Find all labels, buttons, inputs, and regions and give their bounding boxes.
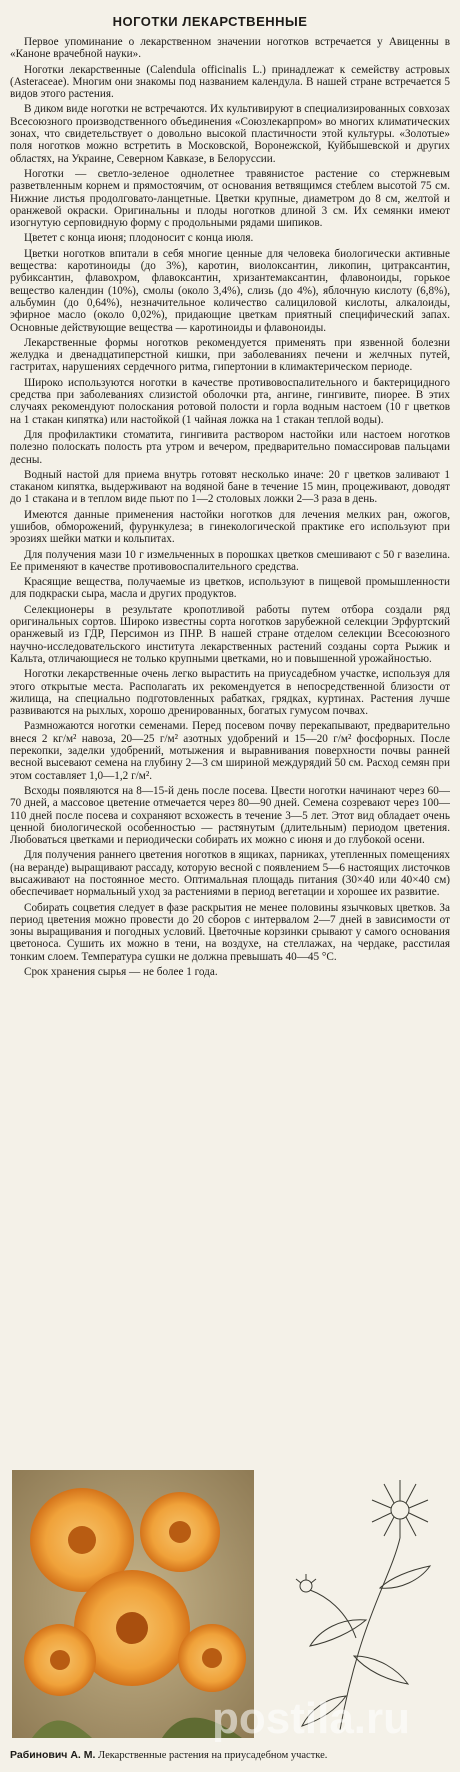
caption-author: Рабинович А. М. xyxy=(10,1749,96,1761)
paragraph: В диком виде ноготки не встречаются. Их культивируют в специализированных совхозах Всесоюзного производственного объединения «Союзлекарпром» во многих климатических зонах, что свидетельствует о довольно высокой пластичности этой культуры. «Золотые» поля ноготков можно встретить в Московской, Воронежской, Куйбышевской и других областях, на Украине, Северном Кавказе, в Белоруссии. xyxy=(10,103,450,165)
paragraph: Размножаются ноготки семенами. Перед посевом почву перекапывают, предварительно внеся 2 кг/м² навоза, 20—25 г/м² азотных удобрений и 15—20 г/м² фосфорных. После перекопки, заделки удобрений, мотыжения и выравнивания поверхности почвы ранней весной высевают семена на глубину 2—3 см шириной междурядий 50 см. Расход семян при этом составляет 1,0—1,2 г/м². xyxy=(10,720,450,782)
paragraph: Срок хранения сырья — не более 1 года. xyxy=(24,966,218,979)
paragraph: Для получения мази 10 г измельченных в порошках цветков смешивают с 50 г вазелина. Ее применяют в качестве противовоспалительного средства. xyxy=(10,548,450,573)
paragraph: Первое упоминание о лекарственном значении ноготков встречается у Авиценны в «Каноне врачебной науки». xyxy=(10,36,450,61)
paragraph: Ноготки лекарственные (Calendula officinalis L.) принадлежат к семейству астровых (Asteraceae). Многим они знакомы под названием календула. В нашей стране встречается 5 видов этого растения. xyxy=(10,63,450,101)
paragraph: Водный настой для приема внутрь готовят несколько иначе: 20 г цветков заливают 1 стаканом кипятка, выдерживают на водяной бане в течение 15 мин, процеживают, доводят до 1 стакана и в теплом виде пьют по 1—2 столовых ложки 2—3 раза в день. xyxy=(10,468,450,506)
paragraph: Для профилактики стоматита, гингивита раствором настойки или настоем ноготков полезно полоскать полость рта утром и вечером, предварительно помассировав пальцами десны. xyxy=(10,428,450,466)
paragraph: Ноготки лекарственные очень легко вырастить на приусадебном участке, используя для этого открытые места. Располагать их рекомендуется в непосредственной близости от жилища, на специально подготовленных рабатках, грядках, куртинах. Растения лучше развиваются на рыхлых, хорошо дренированных, богатых гумусом почвах. xyxy=(10,668,450,718)
watermark: postila.ru xyxy=(212,1694,411,1743)
article xyxy=(10,14,450,1474)
paragraph: Лекарственные формы ноготков рекомендуется применять при язвенной болезни желудка и двенадцатиперстной кишки, при заболеваниях печени и желчных путей, гастритах, нарушениях сердечного ритма, гипертонии в климактерическом периоде. xyxy=(10,336,450,374)
paragraph: Широко используются ноготки в качестве противовоспалительного и бактерицидного средства при заболеваниях слизистой оболочки рта, ангине, гингивите, пиорее. В этих случаях рекомендуют полоскания ротовой полости и горла водным настоем (10 г цветков на 1 стакан кипятка) или настойкой (1 чайная ложка на 1 стакан теплой воды). xyxy=(10,376,450,426)
paragraph: Всходы появляются на 8—15-й день после посева. Цвести ноготки начинают через 60—70 дней, а массовое цветение отмечается через 80—90 дней. Семена созревают через 100—110 дней после посева и сохраняют всхожесть в течение 3—5 лет. Этот вид обладает очень ценной биологической особенностью — растянутым (длительным) периодом цветения. Любоваться цветками и периодически собирать их можно с июня и до глубокой осени. xyxy=(10,784,450,847)
paragraph: Для получения раннего цветения ноготков в ящиках, парниках, утепленных помещениях (на веранде) выращивают рассаду, которую весной с появлением 5—6 настоящих листочков высаживают на постоянное место. Оптимальная площадь питания (30×40 или 40×40 см) обеспечивает нормальный уход за растениями в период вегетации и хорошее их развитие. xyxy=(10,849,450,899)
article-body xyxy=(10,36,450,978)
paragraph: Цветки ноготков впитали в себя многие ценные для человека биологически активные вещества: каротиноиды (до 3%), каротин, виолоксантин, ликопин, цитраксантин, рубиксантин, флавохром, флавоксантин, хризантемаксантин, флавоноиды, горькое вещество календин (10%), смолы (около 3,4%), слизь (до 4%), яблочную кислоту (6,8%), альбумин (до 0,64%), незначительное количество салициловой кислоты, алкалоиды, эфирное масло (около 0,02%), придающие цветкам приятный специфический запах. Основные действующие вещества — каротиноиды и флавоноиды. xyxy=(10,247,450,334)
article-title: НОГОТКИ ЛЕКАРСТВЕННЫЕ xyxy=(112,14,308,29)
caption-title: Лекарственные растения на приусадебном участке. xyxy=(98,1750,328,1761)
paragraph: Цветет с конца июня; плодоносит с конца июля. xyxy=(24,232,254,245)
paragraph: Имеются данные применения настойки ноготков для лечения мелких ран, ожогов, ушибов, обморожений, фурункулеза; в гинекологической практике его используют при эрозиях шейки матки и кольпитах. xyxy=(10,508,450,546)
paragraph: Собирать соцветия следует в фазе раскрытия не менее половины язычковых цветков. За период цветения можно провести до 20 сборов с интервалом 2—7 дней в зависимости от зоны выращивания и погодных условий. Цветочные корзинки срывают у самого основания цветоноса. Сушить их можно в тени, на воздухе, на стеллажах, на чердаке, расстилая тонким слоем. Температура сушки не должна превышать 40—45 °С. xyxy=(10,901,450,963)
paragraph: Селекционеры в результате кропотливой работы путем отбора создали ряд оригинальных сортов. Широко известны сорта ноготков зарубежной селекции Эрфуртский оранжевый из ГДР, Персимон из ПНР. В нашей стране отделом селекции Всесоюзного научно-исследовательского института лекарственных растений созданы сорта Рыжик и Кальта, отличающиеся не только крупными цветками, но и повышенной урожайностью. xyxy=(10,603,450,665)
paragraph: Красящие вещества, получаемые из цветков, используют в пищевой промышленности для подкраски сыра, масла и других продуктов. xyxy=(10,576,450,601)
source-caption xyxy=(10,1749,450,1761)
paragraph: Ноготки — светло-зеленое однолетнее травянистое растение со стержневым разветвленным корнем и прямостоячим, от основания ветвящимся стеблем высотой 75 см. Нижние листья продолговато-ланцетные. Цветки крупные, диаметром до 8 см, желтой и оранжевой окраски. Оригинальны и плоды ноготков длиной 3 см. Их семянки имеют изогнутую серповидную форму с продольными рядами шипиков. xyxy=(10,167,450,230)
